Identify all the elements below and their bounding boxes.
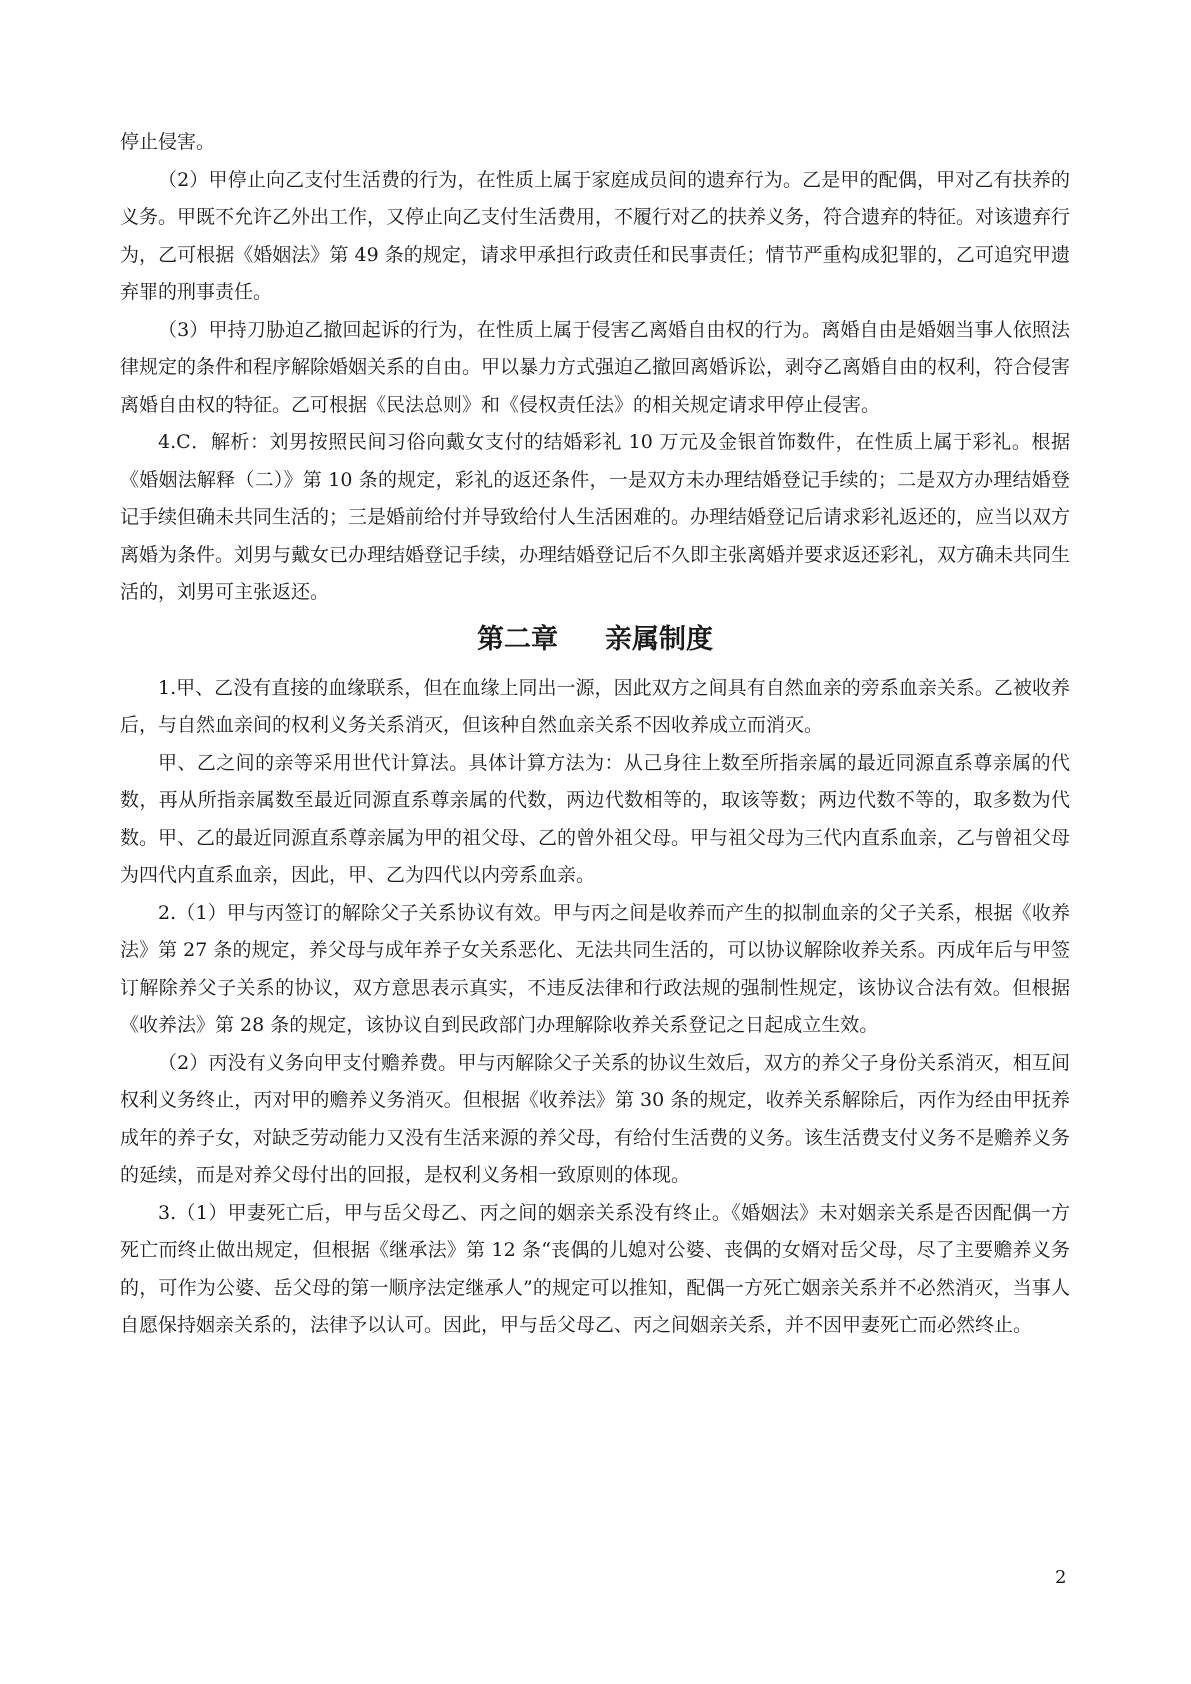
paragraph-adoption-agreement: 2.（1）甲与丙签订的解除父子关系协议有效。甲与丙之间是收养而产生的拟制血亲的父子关系，根据《收养法》第 27 条的规定，养父母与成年养子女关系恶化、无法共同生活的，可以协议解除收养关系。丙成年后与甲签订解除养父子关系的协议，双方意思表示真实，不违反法律和行政法规的强制性规定，该协议合法有效。但根据《收养法》第 28 条的规定，该协议自到民政部门办理解除收养关系登记之日起成立生效。 [120, 901, 1070, 1036]
paragraph-bride-price: 4.C．解析：刘男按照民间习俗向戴女支付的结婚彩礼 10 万元及金银首饰数件，在性质上属于彩礼。根据《婚姻法解释（二）》第 10 条的规定，彩礼的返还条件，一是双方未办理结婚登记手续的；二是双方办理结婚登记手续但确未共同生活的；三是婚前给付并导致给付人生活困难的。办理结婚登记后请求彩礼返还的，应当以双方离婚为条件。刘男与戴女已办理结婚登记手续，办理结婚登记后不久即主张离婚并要求返还彩礼，双方确未共同生活的，刘男可主张返还。 [120, 431, 1071, 603]
paragraph-divorce-freedom: （3）甲持刀胁迫乙撤回起诉的行为，在性质上属于侵害乙离婚自由权的行为。离婚自由是婚姻当事人依照法律规定的条件和程序解除婚姻关系的自由。甲以暴力方式强迫乙撤回离婚诉讼，剥夺乙离婚自由的权利，符合侵害离婚自由权的特征。乙可根据《民法总则》和《侵权责任法》的相关规定请求甲停止侵害。 [120, 318, 1071, 416]
document-page [120, 124, 1070, 1345]
chapter-title: 第二章 亲属制度 [477, 623, 713, 655]
paragraph-kinship-degree: 甲、乙之间的亲等采用世代计算法。具体计算方法为：从己身往上数至所指亲属的最近同源直系尊亲属的代数，再从所指亲属数至最近同源直系尊亲属的代数，两边代数相等的，取该等数；两边代数不等的，取多数为代数。甲、乙的最近同源直系尊亲属为甲的祖父母、乙的曾外祖父母。甲与祖父母为三代内直系血亲，乙与曾祖父母为四代内直系血亲，因此，甲、乙为四代以内旁系血亲。 [120, 751, 1071, 886]
paragraph-continuation: 停止侵害。 [120, 131, 216, 153]
paragraph-support-obligation: （2）丙没有义务向甲支付赡养费。甲与丙解除父子关系的协议生效后，双方的养父子身份关系消灭，相互间权利义务终止，丙对甲的赡养义务消灭。但根据《收养法》第 30 条的规定，收养关系解除后，丙作为经由甲抚养成年的养子女，对缺乏劳动能力又没有生活来源的养父母，有给付生活费的义务。该生活费支付义务不是赡养义务的延续，而是对养父母付出的回报，是权利义务相一致原则的体现。 [120, 1051, 1071, 1186]
page-number: 2 [1055, 1567, 1067, 1588]
paragraph-kinship-1: 1.甲、乙没有直接的血缘联系，但在血缘上同出一源，因此双方之间具有自然血亲的旁系血亲关系。乙被收养后，与自然血亲间的权利义务关系消灭，但该种自然血亲关系不因收养成立而消灭。 [120, 676, 1070, 736]
paragraph-in-law-relation: 3.（1）甲妻死亡后，甲与岳父母乙、丙之间的姻亲关系没有终止。《婚姻法》未对姻亲关系是否因配偶一方死亡而终止做出规定，但根据《继承法》第 12 条“丧偶的儿媳对公婆、丧偶的女婿对岳父母，尽了主要赡养义务的，可作为公婆、岳父母的第一顺序法定继承人”的规定可以推知，配偶一方死亡姻亲关系并不必然消灭，当事人自愿保持姻亲关系的，法律予以认可。因此，甲与岳父母乙、丙之间姻亲关系，并不因甲妻死亡而必然终止。 [120, 1201, 1070, 1336]
paragraph-abandonment: （2）甲停止向乙支付生活费的行为，在性质上属于家庭成员间的遗弃行为。乙是甲的配偶，甲对乙有扶养的义务。甲既不允许乙外出工作，又停止向乙支付生活费用，不履行对乙的扶养义务，符合遗弃的特征。对该遗弃行为，乙可根据《婚姻法》第 49 条的规定，请求甲承担行政责任和民事责任；情节严重构成犯罪的，乙可追究甲遗弃罪的刑事责任。 [120, 168, 1071, 303]
